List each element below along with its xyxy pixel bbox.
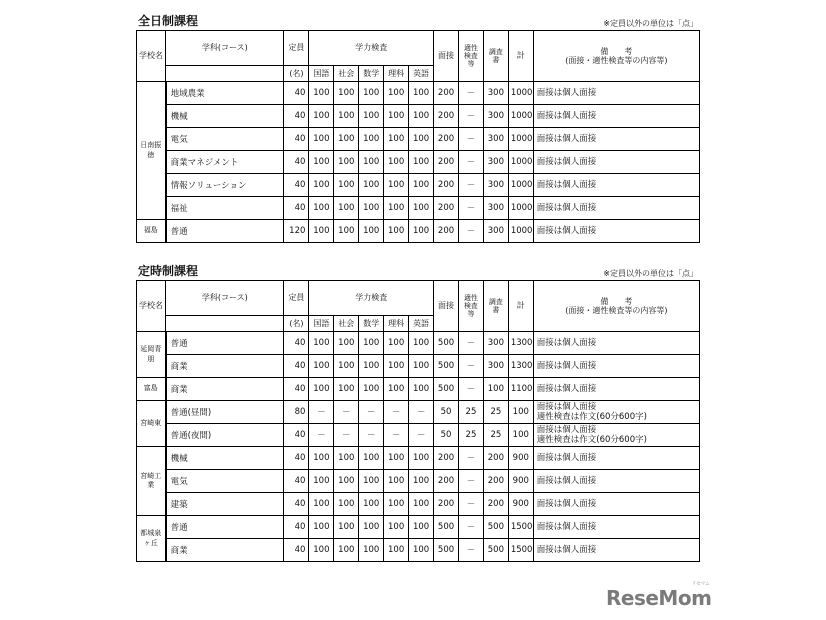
subject-score: 100 [409, 332, 434, 355]
remarks-subtitle: (面接・適性検査等の内容等) [565, 56, 668, 65]
subject-score: 100 [334, 220, 359, 243]
interview-score: 200 [434, 470, 459, 493]
part-time-title: 定時制課程 [138, 264, 199, 278]
capacity-header: 定員 [284, 31, 309, 66]
total-score: 1000 [508, 197, 533, 220]
course-name: 地域農業 [166, 82, 284, 105]
aptitude-score: － [458, 539, 483, 562]
subject-score: 100 [334, 151, 359, 174]
academic-test-header: 学力検査 [309, 281, 434, 316]
course-name: 普通(昼間) [166, 401, 284, 424]
table-row [137, 151, 700, 174]
course-header: 学科(コース) [166, 31, 284, 66]
capacity-unit: (名) [284, 66, 309, 82]
subject-score: 100 [409, 105, 434, 128]
subject-score: 100 [384, 128, 409, 151]
interview-score: 500 [434, 332, 459, 355]
subject-score: 100 [309, 220, 334, 243]
total-score: 100 [508, 424, 533, 447]
remarks-line: 面接は個人面接 [536, 337, 597, 348]
remarks-line: 面接は個人面接 [536, 475, 597, 486]
subject-score: 100 [309, 151, 334, 174]
subject-score: 100 [409, 378, 434, 401]
subject-header: 社会 [334, 316, 359, 332]
interview-score: 200 [434, 105, 459, 128]
subject-score: 100 [309, 378, 334, 401]
subject-score: 100 [334, 82, 359, 105]
remarks-line: 面接は個人面接 [536, 383, 597, 394]
table-row [137, 174, 700, 197]
remarks-subtitle: (面接・適性検査等の内容等) [565, 306, 668, 315]
subject-score: 100 [309, 355, 334, 378]
subject-score: 100 [409, 355, 434, 378]
subject-score: 100 [359, 151, 384, 174]
table-row [137, 539, 700, 562]
subject-score: 100 [384, 493, 409, 516]
remarks-cell [533, 539, 699, 562]
remarks-cell [533, 493, 699, 516]
remarks-line: 面接は個人面接 [536, 498, 597, 509]
subject-score: 100 [384, 447, 409, 470]
interview-header: 面接 [434, 281, 459, 332]
subject-score: 100 [309, 493, 334, 516]
total-header: 計 [508, 281, 533, 332]
interview-score: 200 [434, 220, 459, 243]
remarks-cell [533, 470, 699, 493]
logo-text: ReseMom [606, 586, 712, 610]
remarks-line: 面接は個人面接 [536, 360, 597, 371]
subject-score: 100 [309, 470, 334, 493]
subject-score: 100 [409, 82, 434, 105]
part-time-unit-note: ※定員以外の単位は「点」 [603, 269, 698, 278]
subject-score: 100 [334, 197, 359, 220]
subject-score: 100 [309, 82, 334, 105]
aptitude-score: － [458, 355, 483, 378]
subject-header: 英語 [409, 316, 434, 332]
interview-score: 500 [434, 516, 459, 539]
aptitude-header: 適性検査等 [458, 31, 483, 82]
report-card-score: 25 [483, 424, 508, 447]
report-card-score: 300 [483, 105, 508, 128]
subject-score: 100 [359, 447, 384, 470]
capacity-value: 40 [284, 470, 309, 493]
subject-score: 100 [359, 470, 384, 493]
course-name: 商業マネジメント [166, 151, 284, 174]
remarks-line: 面接は個人面接 [536, 452, 597, 463]
full-time-title: 全日制課程 [138, 14, 199, 28]
subject-score: 100 [384, 82, 409, 105]
capacity-value: 40 [284, 447, 309, 470]
course-name: 福祉 [166, 197, 284, 220]
subject-score: 100 [384, 151, 409, 174]
aptitude-score: 25 [458, 424, 483, 447]
course-name: 情報ソリューション [166, 174, 284, 197]
remarks-cell [533, 220, 699, 243]
aptitude-score: － [458, 332, 483, 355]
table-row [137, 401, 700, 424]
subject-score: 100 [409, 447, 434, 470]
interview-header: 面接 [434, 31, 459, 82]
remarks-cell [533, 378, 699, 401]
subject-score: 100 [409, 128, 434, 151]
full-time-table [136, 30, 700, 243]
subject-score: 100 [409, 220, 434, 243]
table-row [137, 424, 700, 447]
remarks-header [533, 281, 699, 332]
report-card-score: 200 [483, 447, 508, 470]
capacity-value: 40 [284, 82, 309, 105]
subject-score: 100 [309, 332, 334, 355]
part-time-table [136, 280, 700, 562]
table-row [137, 82, 700, 105]
subject-score: － [359, 401, 384, 424]
total-score: 1000 [508, 128, 533, 151]
aptitude-score: － [458, 82, 483, 105]
aptitude-score: － [458, 128, 483, 151]
course-header: 学科(コース) [166, 281, 284, 316]
subject-header: 数学 [359, 66, 384, 82]
report-card-score: 25 [483, 401, 508, 424]
subject-score: 100 [409, 470, 434, 493]
course-name: 普通 [166, 220, 284, 243]
subject-score: － [359, 424, 384, 447]
total-score: 900 [508, 493, 533, 516]
subject-header: 理科 [384, 316, 409, 332]
subject-score: 100 [384, 197, 409, 220]
subject-score: 100 [359, 539, 384, 562]
subject-score: － [384, 401, 409, 424]
subject-score: 100 [384, 332, 409, 355]
subject-score: 100 [334, 378, 359, 401]
course-name: 電気 [166, 128, 284, 151]
report-card-header: 調査書 [483, 31, 508, 82]
interview-score: 200 [434, 82, 459, 105]
school-name: 都城泉ヶ丘 [137, 516, 166, 562]
subject-score: 100 [409, 493, 434, 516]
total-score: 1000 [508, 220, 533, 243]
subject-score: 100 [359, 332, 384, 355]
course-name: 機械 [166, 105, 284, 128]
school-header: 学校名 [137, 281, 166, 332]
subject-score: 100 [309, 105, 334, 128]
subject-score: 100 [334, 539, 359, 562]
remarks-line: 面接は個人面接 [536, 225, 597, 236]
subject-score: － [384, 424, 409, 447]
course-name: 普通 [166, 332, 284, 355]
school-name: 日南振徳 [137, 82, 166, 220]
subject-score: 100 [409, 516, 434, 539]
capacity-value: 80 [284, 401, 309, 424]
capacity-value: 40 [284, 378, 309, 401]
table-row [137, 516, 700, 539]
report-card-score: 500 [483, 539, 508, 562]
total-score: 1300 [508, 332, 533, 355]
total-score: 1000 [508, 151, 533, 174]
subject-score: 100 [384, 516, 409, 539]
report-card-score: 200 [483, 493, 508, 516]
remarks-cell [533, 197, 699, 220]
course-name: 商業 [166, 378, 284, 401]
capacity-unit: (名) [284, 316, 309, 332]
school-name: 宮崎工業 [137, 447, 166, 516]
aptitude-score: 25 [458, 401, 483, 424]
total-score: 1100 [508, 378, 533, 401]
course-name: 建築 [166, 493, 284, 516]
subject-score: 100 [384, 355, 409, 378]
subject-score: － [409, 401, 434, 424]
subject-score: 100 [359, 355, 384, 378]
capacity-value: 120 [284, 220, 309, 243]
aptitude-score: － [458, 447, 483, 470]
course-name: 商業 [166, 355, 284, 378]
course-header-blank [166, 66, 284, 82]
remarks-line: 面接は個人面接 [536, 87, 597, 98]
interview-score: 200 [434, 447, 459, 470]
remarks-line: 適性検査は作文(60分600字) [536, 412, 647, 422]
aptitude-score: － [458, 151, 483, 174]
remarks-line: 面接は個人面接 [536, 424, 597, 435]
subject-score: 100 [334, 447, 359, 470]
subject-score: 100 [409, 539, 434, 562]
interview-score: 50 [434, 424, 459, 447]
total-header: 計 [508, 31, 533, 82]
capacity-value: 40 [284, 516, 309, 539]
subject-score: 100 [309, 539, 334, 562]
remarks-cell [533, 151, 699, 174]
aptitude-score: － [458, 197, 483, 220]
subject-score: 100 [384, 220, 409, 243]
remarks-title: 備 考 [600, 46, 633, 56]
course-name: 機械 [166, 447, 284, 470]
subject-score: 100 [359, 82, 384, 105]
remarks-cell [533, 516, 699, 539]
aptitude-score: － [458, 220, 483, 243]
subject-score: － [309, 424, 334, 447]
aptitude-header: 適性検査等 [458, 281, 483, 332]
table-row [137, 447, 700, 470]
subject-score: 100 [309, 447, 334, 470]
table-row [137, 493, 700, 516]
total-score: 900 [508, 447, 533, 470]
remarks-line: 面接は個人面接 [536, 133, 597, 144]
subject-score: 100 [359, 128, 384, 151]
full-time-unit-note: ※定員以外の単位は「点」 [603, 19, 698, 28]
subject-score: 100 [359, 493, 384, 516]
aptitude-score: － [458, 470, 483, 493]
subject-score: 100 [384, 470, 409, 493]
report-card-score: 300 [483, 220, 508, 243]
report-card-score: 500 [483, 516, 508, 539]
remarks-line: 適性検査は作文(60分600字) [536, 435, 647, 445]
subject-score: 100 [309, 128, 334, 151]
subject-score: － [334, 401, 359, 424]
interview-score: 500 [434, 378, 459, 401]
subject-score: 100 [409, 197, 434, 220]
subject-score: 100 [334, 332, 359, 355]
school-header: 学校名 [137, 31, 166, 82]
remarks-line: 面接は個人面接 [536, 544, 597, 555]
report-card-score: 100 [483, 378, 508, 401]
subject-score: 100 [359, 220, 384, 243]
subject-header: 英語 [409, 66, 434, 82]
capacity-value: 40 [284, 174, 309, 197]
remarks-cell [533, 424, 699, 447]
subject-score: 100 [334, 470, 359, 493]
remarks-line: 面接は個人面接 [536, 156, 597, 167]
subject-score: 100 [359, 378, 384, 401]
capacity-value: 40 [284, 128, 309, 151]
report-card-score: 300 [483, 197, 508, 220]
interview-score: 500 [434, 539, 459, 562]
subject-score: 100 [334, 516, 359, 539]
table-row [137, 378, 700, 401]
subject-score: － [309, 401, 334, 424]
remarks-title: 備 考 [600, 296, 633, 306]
subject-header: 理科 [384, 66, 409, 82]
table-row [137, 197, 700, 220]
report-card-score: 300 [483, 82, 508, 105]
capacity-value: 40 [284, 105, 309, 128]
aptitude-score: － [458, 516, 483, 539]
interview-score: 200 [434, 128, 459, 151]
aptitude-score: － [458, 493, 483, 516]
aptitude-score: － [458, 174, 483, 197]
subject-score: － [409, 424, 434, 447]
course-name: 普通(夜間) [166, 424, 284, 447]
aptitude-score: － [458, 378, 483, 401]
subject-score: 100 [359, 174, 384, 197]
capacity-value: 40 [284, 424, 309, 447]
course-name: 電気 [166, 470, 284, 493]
interview-score: 200 [434, 493, 459, 516]
remarks-line: 面接は個人面接 [536, 179, 597, 190]
interview-score: 50 [434, 401, 459, 424]
total-score: 1000 [508, 174, 533, 197]
subject-score: 100 [384, 174, 409, 197]
capacity-value: 40 [284, 332, 309, 355]
report-card-score: 300 [483, 332, 508, 355]
capacity-value: 40 [284, 539, 309, 562]
academic-test-header: 学力検査 [309, 31, 434, 66]
report-card-score: 200 [483, 470, 508, 493]
interview-score: 200 [434, 151, 459, 174]
table-row [137, 128, 700, 151]
school-name: 富島 [137, 378, 166, 401]
subject-header: 国語 [309, 66, 334, 82]
capacity-value: 40 [284, 197, 309, 220]
remarks-cell [533, 128, 699, 151]
subject-header: 国語 [309, 316, 334, 332]
capacity-value: 40 [284, 151, 309, 174]
school-name: 福島 [137, 220, 166, 243]
interview-score: 500 [434, 355, 459, 378]
table-row [137, 470, 700, 493]
subject-score: 100 [359, 516, 384, 539]
remarks-line: 面接は個人面接 [536, 521, 597, 532]
remarks-cell [533, 82, 699, 105]
interview-score: 200 [434, 197, 459, 220]
table-row [137, 220, 700, 243]
remarks-cell [533, 174, 699, 197]
subject-score: 100 [384, 378, 409, 401]
course-name: 商業 [166, 539, 284, 562]
subject-score: 100 [334, 174, 359, 197]
subject-score: 100 [384, 105, 409, 128]
resemom-logo [606, 581, 712, 610]
table-row [137, 355, 700, 378]
total-score: 1500 [508, 516, 533, 539]
subject-score: 100 [309, 197, 334, 220]
total-score: 1000 [508, 82, 533, 105]
remarks-cell [533, 447, 699, 470]
subject-score: － [334, 424, 359, 447]
remarks-line: 面接は個人面接 [536, 401, 597, 412]
subject-score: 100 [334, 355, 359, 378]
subject-score: 100 [359, 197, 384, 220]
subject-score: 100 [334, 128, 359, 151]
subject-score: 100 [309, 174, 334, 197]
report-card-header: 調査書 [483, 281, 508, 332]
report-card-score: 300 [483, 174, 508, 197]
total-score: 1000 [508, 105, 533, 128]
subject-header: 社会 [334, 66, 359, 82]
interview-score: 200 [434, 174, 459, 197]
course-name: 普通 [166, 516, 284, 539]
subject-header: 数学 [359, 316, 384, 332]
aptitude-score: － [458, 105, 483, 128]
subject-score: 100 [359, 105, 384, 128]
subject-score: 100 [309, 516, 334, 539]
remarks-cell [533, 401, 699, 424]
remarks-cell [533, 332, 699, 355]
report-card-score: 300 [483, 151, 508, 174]
logo-subtext: リセマム [691, 581, 710, 587]
capacity-value: 40 [284, 355, 309, 378]
school-name: 延岡青朋 [137, 332, 166, 378]
course-header-blank [166, 316, 284, 332]
table-row [137, 332, 700, 355]
total-score: 100 [508, 401, 533, 424]
subject-score: 100 [334, 105, 359, 128]
total-score: 1500 [508, 539, 533, 562]
subject-score: 100 [409, 174, 434, 197]
report-card-score: 300 [483, 128, 508, 151]
report-card-score: 300 [483, 355, 508, 378]
capacity-header: 定員 [284, 281, 309, 316]
total-score: 900 [508, 470, 533, 493]
remarks-cell [533, 355, 699, 378]
remarks-line: 面接は個人面接 [536, 110, 597, 121]
school-name: 宮崎東 [137, 401, 166, 447]
remarks-cell [533, 105, 699, 128]
subject-score: 100 [384, 539, 409, 562]
capacity-value: 40 [284, 493, 309, 516]
total-score: 1300 [508, 355, 533, 378]
subject-score: 100 [409, 151, 434, 174]
remarks-header [533, 31, 699, 82]
subject-score: 100 [334, 493, 359, 516]
remarks-line: 面接は個人面接 [536, 202, 597, 213]
table-row [137, 105, 700, 128]
